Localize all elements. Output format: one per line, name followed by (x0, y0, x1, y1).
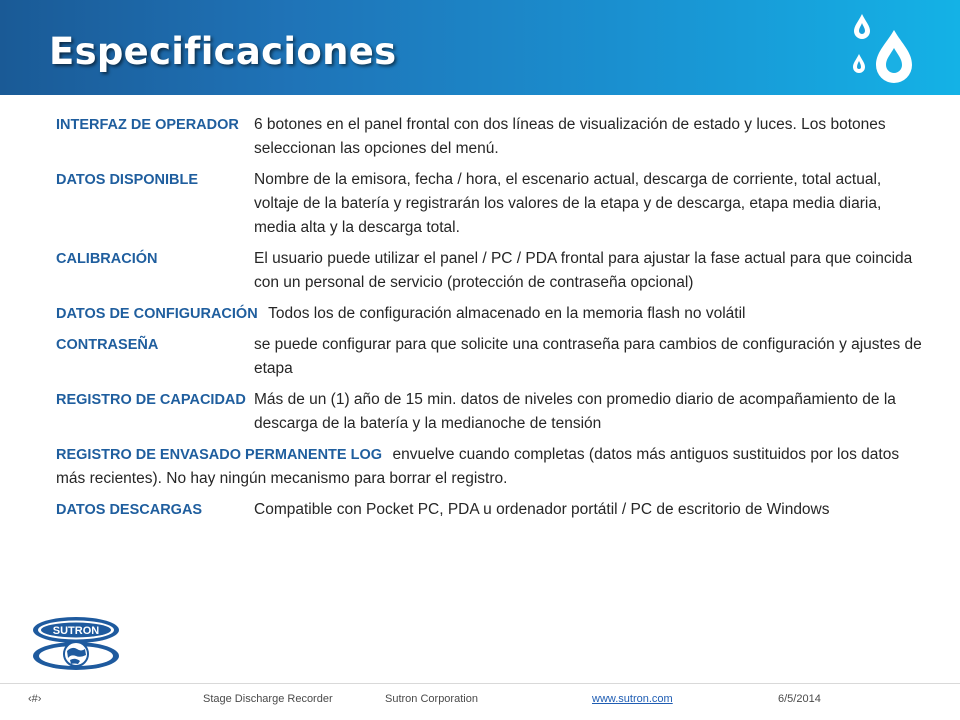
spec-value: se puede configurar para que solicite una contraseña para cambios de configuración y ajustes de etapa (254, 336, 922, 377)
spec-value: Todos los de configuración almacenado en la memoria flash no volátil (268, 305, 746, 322)
spec-label: DATOS DISPONIBLE (56, 172, 199, 188)
spec-value: Nombre de la emisora, fecha / hora, el escenario actual, descarga de corriente, total actual, voltaje de la batería y registrarán los valores de la etapa y de descarga, etapa media diaria, media alta y la descarga total. (254, 171, 882, 236)
spec-value: Compatible con Pocket PC, PDA u ordenador portátil / PC de escritorio de Windows (254, 501, 830, 518)
spec-label: CONTRASEÑA (56, 337, 159, 353)
spec-row-download-data (56, 498, 926, 522)
footer-date: 6/5/2014 (778, 693, 821, 705)
spec-value: El usuario puede utilizar el panel / PC / PDA frontal para ajustar la fase actual para que coincida con un personal de servicio (protección de contraseña opcional) (254, 250, 913, 291)
spec-label: DATOS DE CONFIGURACIÓN (56, 306, 258, 322)
specifications-list (56, 113, 926, 529)
footer-company: Sutron Corporation (385, 693, 478, 705)
logo-text: SUTRON (52, 625, 100, 637)
spec-label: DATOS DESCARGAS (56, 502, 203, 518)
water-drops-icon (848, 10, 918, 85)
spec-row-calibration (56, 247, 926, 295)
sutron-logo (30, 608, 122, 674)
spec-value: Más de un (1) año de 15 min. datos de niveles con promedio diario de acompañamiento de la descarga de la batería y la medianoche de tensión (254, 391, 896, 432)
spec-value: envuelve cuando completas (datos más antiguos sustituidos por los datos más recientes). No hay ningún mecanismo para borrar el registro. (56, 446, 900, 487)
title-bar (0, 0, 960, 95)
spec-label: REGISTRO DE CAPACIDAD (56, 392, 246, 408)
spec-row-password (56, 333, 926, 381)
spec-label: REGISTRO DE ENVASADO PERMANENTE LOG (56, 447, 383, 463)
footer-slide-number: ‹#› (28, 693, 42, 705)
spec-label: CALIBRACIÓN (56, 251, 158, 267)
spec-row-operator-interface (56, 113, 926, 161)
spec-row-configuration-data (56, 302, 926, 326)
spec-label: INTERFAZ DE OPERADOR (56, 117, 239, 133)
footer-website-link[interactable]: www.sutron.com (592, 693, 673, 705)
footer-divider (0, 683, 960, 684)
spec-row-permanent-log (56, 443, 926, 491)
footer-product: Stage Discharge Recorder (203, 693, 333, 705)
spec-row-available-data (56, 168, 926, 240)
spec-row-log-capacity (56, 388, 926, 436)
slide-title: Especificaciones (49, 30, 397, 73)
spec-value: 6 botones en el panel frontal con dos líneas de visualización de estado y luces. Los botones seleccionan las opciones del menú. (254, 116, 886, 157)
